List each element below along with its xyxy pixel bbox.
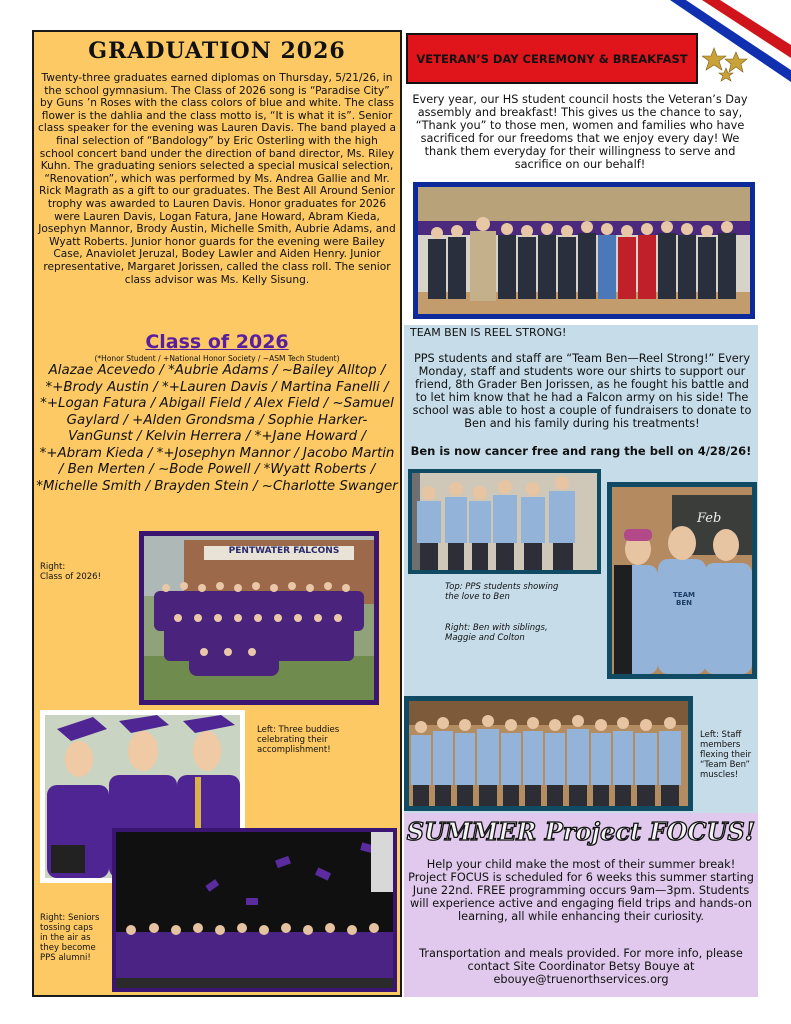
caption-class-photo: Right: Class of 2026! — [40, 562, 101, 582]
class-names-list: Alazae Acevedo / *Aubrie Adams / ~Bailey Alltop / *+Brody Austin / *+Lauren Davis / Martina Fanelli / *+Logan Fatura / Abigail Field / Alex Field / ~Samuel Gaylard / +Alden Grondsma / Sophie Harker-VanGunst / Kelvin Herrera / *+Jane Howard / *+Abram Kieda / *+Josephyn Mannor / Jacobo Martin / Ben Merten / ~Bode Powell / *Wyatt Roberts / *Michelle Smith / Brayden Stein / ~Charlotte Swanger — [36, 363, 398, 494]
ben-siblings-photo — [607, 482, 757, 679]
class-legend: (*Honor Student / +National Honor Society / ~ASM Tech Student) — [94, 354, 340, 363]
caption-team-top: Top: PPS students showing the love to Ben — [445, 582, 559, 602]
caps-toss-photo — [112, 828, 397, 992]
stars-icon — [702, 46, 750, 86]
team-ben-cancer-free: Ben is now cancer free and rang the bell on 4/28/26! — [410, 444, 752, 458]
chalkboard-text: Feb — [697, 511, 722, 526]
gym-banner-text: PENTWATER FALCONS — [228, 546, 340, 556]
class-photo — [139, 531, 379, 705]
team-ben-article: PPS students and staff are “Team Ben—Reel Strong!” Every Monday, staff and students wore our shirts to support our friend, 8th Grader Ben Jorissen, as he fought his battle and to let him know that he had a Falcon army on his side! The school was able to host a couple of fundraisers to donate to Ben and his family during his treatments! — [412, 352, 752, 430]
caption-staff: Left: Staff members flexing their “Team Ben” muscles! — [700, 730, 752, 780]
staff-photo — [404, 696, 693, 811]
veterans-article: Every year, our HS student council hosts the Veteran’s Day assembly and breakfast! This gives us the chance to say, “Thank you” to those men, women and families who have sacrificed for our freedoms that we enjoy every day! We thank them everyday for their willingness to serve and sacrifice on our behalf! — [412, 93, 748, 171]
graduation-article: Twenty-three graduates earned diplomas on Thursday, 5/21/26, in the school gymnasium. The Class of 2026 song is “Paradise City” by Guns ’n Roses with the class colors of blue and white. The class flower is the dahlia and the class motto is, “It is what it is”. Senior class speaker for the evening was Lauren Davis. The band played a final selection of “Bandology” by Eric Osterling with the high school concert band under the direction of band director, Ms. Riley Kuhn. The graduating seniors selected a special musical selection, “Renovation”, which was performed by Ms. Andrea Gallie and Mr. Rick Magrath as a gift to our graduates. The Best All Around Senior trophy was awarded to Lauren Davis. Honor graduates for 2026 were Lauren Davis, Logan Fatura, Jane Howard, Abram Kieda, Josephyn Mannor, Brody Austin, Michelle Smith, Aubrie Adams, and Wyatt Roberts. Junior honor guards for the evening were Bailey Case, Anaviolet Jeruzal, Bodey Lawler and Aiden Henry. Junior representative, Margaret Jorissen, called the class roll. The senior class advisor was Ms. Kelly Sisung. — [38, 72, 396, 286]
caption-buddies: Left: Three buddies celebrating their accomplishment! — [257, 725, 340, 755]
caption-caps: Right: Seniors tossing caps in the air as they become PPS alumni! — [40, 913, 100, 963]
focus-article: Help your child make the most of their summer break! Project FOCUS is scheduled for 6 weeks this summer starting June 22nd. FREE programming occurs 9am—3pm. Students will experience active and engaging field trips and hands-on learning, all while enhancing their curiosity. — [408, 858, 754, 923]
focus-contact: Transportation and meals provided. For more info, please contact Site Coordinator Betsy Bouye at ebouye@truenorthservices.org — [419, 947, 743, 986]
focus-title: SUMMER Project FOCUS! — [406, 817, 756, 846]
shirt-text: TEAM BEN — [673, 591, 695, 607]
veterans-photo — [413, 182, 755, 319]
team-ben-students-photo — [408, 469, 601, 574]
caption-team-right: Right: Ben with siblings, Maggie and Colton — [445, 623, 548, 643]
veterans-title: VETERAN’S DAY CEREMONY & BREAKFAST — [416, 52, 688, 66]
graduation-title: GRADUATION 2026 — [88, 38, 346, 64]
class-heading: Class of 2026 — [145, 331, 289, 353]
team-ben-heading: TEAM BEN IS REEL STRONG! — [410, 326, 567, 339]
